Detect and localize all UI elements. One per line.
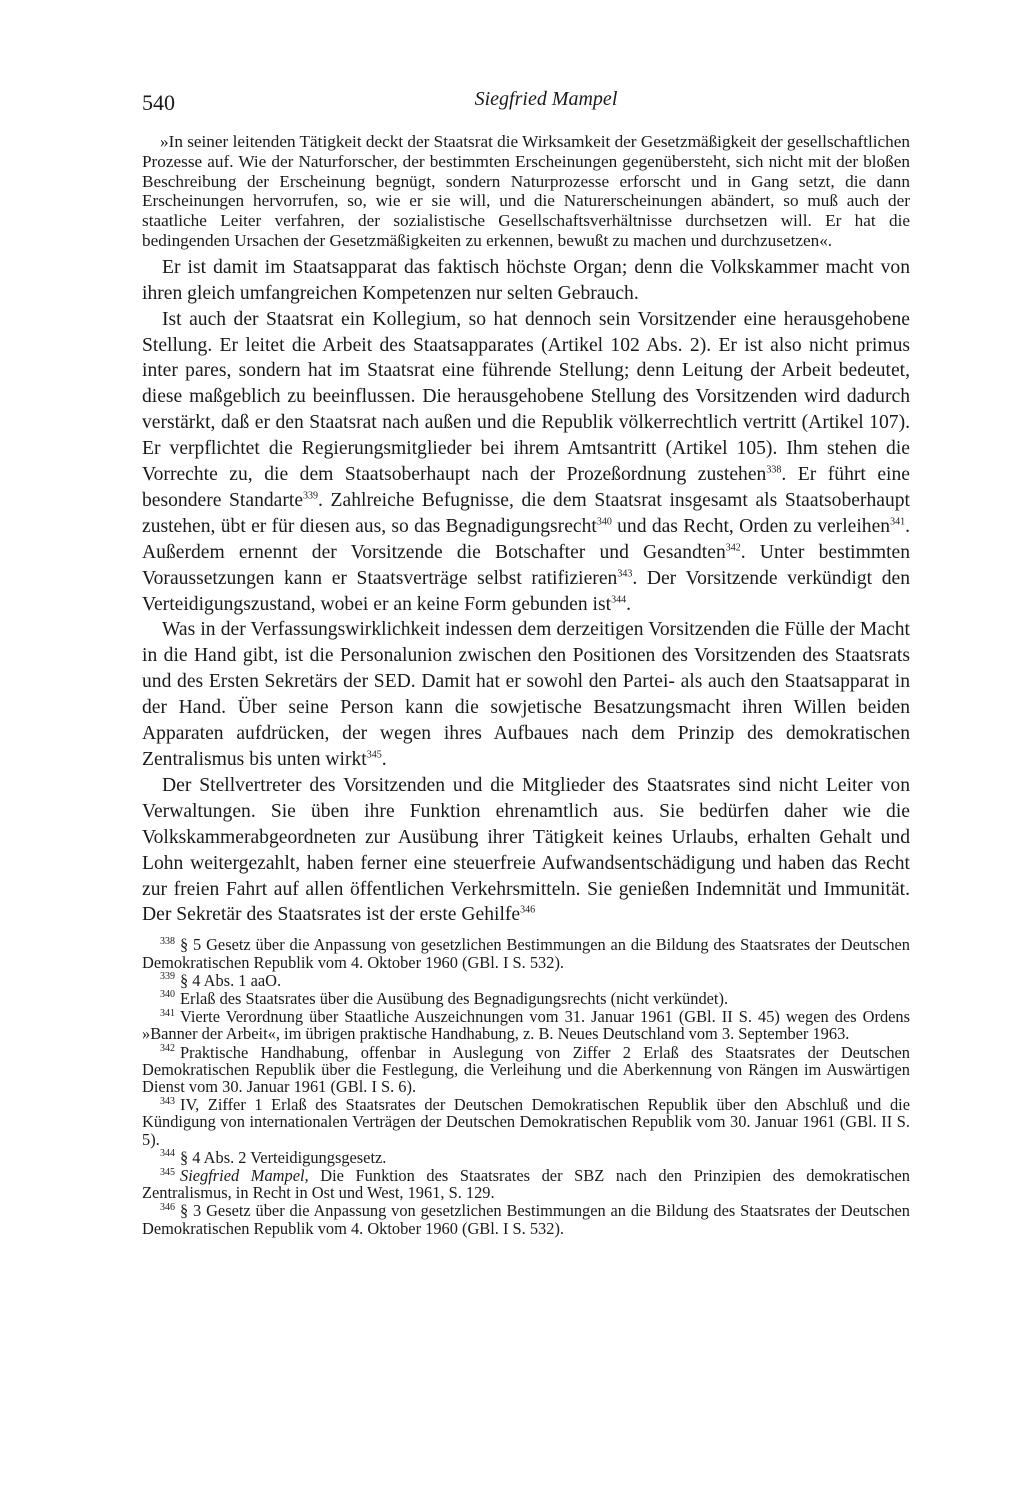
footnote-number: 343 bbox=[160, 1095, 175, 1107]
paragraph-4 bbox=[142, 773, 910, 928]
footnote-text: IV, Ziffer 1 Erlaß des Staatsrates der Deutschen Demokratischen Republik über den Abschluß und die Kündigung von internationalen Verträgen der Deutschen Demokratischen Republik vom 30. Januar 1961 (GBl. II S. 5). bbox=[142, 1095, 910, 1149]
paragraph-2-text: . Außerdem ernennt der Vorsitzende die Botschafter und Gesandten bbox=[142, 515, 910, 563]
footnote-number: 344 bbox=[160, 1148, 175, 1160]
paragraph-4-text: Der Stellvertreter des Vorsitzenden und die Mitglieder des Staatsrates sind nicht Leiter von Verwaltungen. Sie üben ihre Funktion ehrenamtlich aus. Sie bedürfen daher wie die Volkskammerabgeordneten zur Ausübung ihrer Tätigkeit keines Urlaubs, erhalten Gehalt und Lohn weitergezahlt, haben ferner eine steuerfreie Aufwandsentschädigung und haben das Recht zur freien Fahrt auf allen öffentlichen Verkehrsmitteln. Sie genießen Indemnität und Immunität. Der Sekretär des Staatsrates ist der erste Gehilfe bbox=[142, 774, 910, 926]
footnote-text: Die Funktion des Staatsrates der SBZ nach den Prinzipien des demokratischen Zentralismus, in Recht in Ost und West, 1961, S. 129. bbox=[142, 1165, 910, 1203]
paragraph-2-text: . Zahlreiche Befugnisse, die dem Staatsrat insgesamt als Staatsoberhaupt zustehen, übt er für diesen aus, so das Begnadigungsrecht bbox=[142, 489, 910, 537]
footnote-text: § 4 Abs. 1 aaO. bbox=[180, 970, 282, 990]
running-head bbox=[142, 88, 910, 122]
paragraph-3 bbox=[142, 617, 910, 772]
footnote-number: 339 bbox=[160, 971, 175, 983]
footnote-text: § 3 Gesetz über die Anpassung von gesetzlichen Bestimmungen an die Bildung des Staatsrates der Deutschen Demokratischen Republik vom 4. Oktober 1960 (GBl. I S. 532). bbox=[142, 1201, 910, 1238]
footnotes bbox=[142, 936, 910, 1236]
footnote-number: 345 bbox=[160, 1166, 175, 1178]
footnote-338 bbox=[142, 936, 910, 970]
footnote-342 bbox=[142, 1044, 910, 1096]
book-page bbox=[142, 88, 910, 1238]
paragraph-2 bbox=[142, 307, 910, 618]
footnote-ref-339[interactable]: 339 bbox=[303, 490, 319, 502]
footnote-number: 342 bbox=[160, 1043, 175, 1055]
paragraph-1: Er ist damit im Staatsapparat das faktisch höchste Organ; denn die Volkskammer macht von ihren gleich umfangreichen Kompetenzen nur selten Gebrauch. bbox=[142, 256, 910, 304]
paragraph-2-text: . Er führt eine besondere Standarte bbox=[142, 464, 910, 511]
footnote-ref-338[interactable]: 338 bbox=[766, 464, 782, 476]
footnote-text: § 5 Gesetz über die Anpassung von gesetzlichen Bestimmungen an die Bildung des Staatsrates der Deutschen Demokratischen Republik vom 4. Oktober 1960 (GBl. I S. 532). bbox=[142, 935, 910, 972]
footnote-ref-346[interactable]: 346 bbox=[520, 904, 536, 916]
footnote-ref-340[interactable]: 340 bbox=[596, 516, 612, 528]
paragraph-2-text: . bbox=[626, 593, 631, 615]
footnote-343 bbox=[142, 1096, 910, 1148]
footnote-author: Siegfried Mampel, bbox=[180, 1165, 309, 1185]
running-title: Siegfried Mampel bbox=[474, 88, 618, 110]
paragraph-3-text: Was in der Verfassungswirklichkeit indessen dem derzeitigen Vorsitzenden die Fülle der Macht in die Hand gibt, ist die Personalunion zwischen den Positionen des Vorsitzenden des Staatsrats und des Ersten Sekretärs der SED. Damit hat er sowohl den Partei- als auch den Staatsapparat in der Hand. Über seine Person kann die sowjetische Besatzungsmacht ihren Willen beiden Apparaten aufdrücken, der wegen ihres Aufbaues nach dem Prinzip des demokratischen Zentralismus bis unten wirkt bbox=[142, 619, 910, 770]
footnote-344 bbox=[142, 1149, 910, 1166]
footnote-number: 346 bbox=[160, 1201, 175, 1213]
footnote-346 bbox=[142, 1202, 910, 1236]
footnote-ref-344[interactable]: 344 bbox=[611, 594, 627, 606]
page-number: 540 bbox=[142, 90, 175, 115]
footnote-text: Vierte Verordnung über Staatliche Auszeichnungen vom 31. Januar 1961 (GBl. II S. 45) wegen des Ordens »Banner der Arbeit«, im übrigen praktische Handhabung, z. B. Neues Deutschland vom 3. September 1963. bbox=[142, 1007, 910, 1044]
footnote-ref-343[interactable]: 343 bbox=[617, 568, 633, 580]
footnote-ref-341[interactable]: 341 bbox=[890, 516, 906, 528]
footnote-number: 340 bbox=[160, 989, 175, 1001]
block-quote: »In seiner leitenden Tätigkeit deckt der Staatsrat die Wirksamkeit der Gesetzmäßigkeit der gesellschaftlichen Prozesse auf. Wie der Naturforscher, der bestimmten Erscheinungen gegenübersteht, sich nicht mit der bloßen Beschreibung der Erscheinung begnügt, sondern Naturprozesse erforscht und in Gang setzt, die dann Erscheinungen hervorrufen, so, wie er sie will, und die Naturerscheinungen abändert, so muß auch der staatliche Leiter verfahren, der sozialistische Gesellschaftsverhältnisse durchsetzen will. Er hat die bedingenden Ursachen der Gesetzmäßigkeiten zu erkennen, bewußt zu machen und durchzusetzen«. bbox=[142, 132, 910, 250]
paragraph-2-text: . Unter bestimmten Voraussetzungen kann er Staatsverträge selbst ratifizieren bbox=[142, 541, 911, 589]
footnote-text: Praktische Handhabung, offenbar in Auslegung von Ziffer 2 Erlaß des Staatsrates der Deutschen Demokratischen Republik über die Festlegung, die Verleihung und die Aberkennung von Rängen im Auswärtigen Dienst vom 30. Januar 1961 (GBl. I S. 6). bbox=[142, 1042, 910, 1096]
footnote-text: Erlaß des Staatsrates über die Ausübung des Begnadigungsrechts (nicht verkündet). bbox=[180, 988, 729, 1008]
footnote-ref-345[interactable]: 345 bbox=[366, 749, 382, 761]
paragraph-2-text: . Der Vorsitzende verkündigt den Verteidigungszustand, wobei er an keine Form gebunden ist bbox=[142, 567, 910, 615]
footnote-341 bbox=[142, 1008, 910, 1042]
footnote-339 bbox=[142, 972, 910, 989]
paragraph-2-text: Ist auch der Staatsrat ein Kollegium, so hat dennoch sein Vorsitzender eine herausgehobene Stellung. Er leitet die Arbeit des Staatsapparates (Artikel 102 Abs. 2). Er ist also nicht primus inter pares, sondern hat im Staatsrat eine führende Stellung; denn Leitung der Arbeit bedeutet, diese maßgeblich zu beeinflussen. Die herausgehobene Stellung des Vorsitzenden wird dadurch verstärkt, daß er den Staatsrat nach außen und die Republik völkerrechtlich vertritt (Artikel 107). Er verpflichtet die Regierungsmitglieder bei ihrem Amtsantritt (Artikel 105). Ihm stehen die Vorrechte zu, die dem Staatsoberhaupt nach der Prozeßordnung zustehen bbox=[142, 308, 910, 486]
paragraph-3-text: . bbox=[381, 749, 387, 770]
footnote-number: 338 bbox=[160, 935, 175, 947]
footnote-ref-342[interactable]: 342 bbox=[725, 542, 741, 554]
footnote-345 bbox=[142, 1167, 910, 1201]
footnote-text: § 4 Abs. 2 Verteidigungsgesetz. bbox=[180, 1147, 387, 1167]
paragraph-2-text: und das Recht, Orden zu verleihen bbox=[611, 515, 891, 537]
footnote-number: 341 bbox=[160, 1007, 175, 1019]
footnote-340 bbox=[142, 990, 910, 1007]
